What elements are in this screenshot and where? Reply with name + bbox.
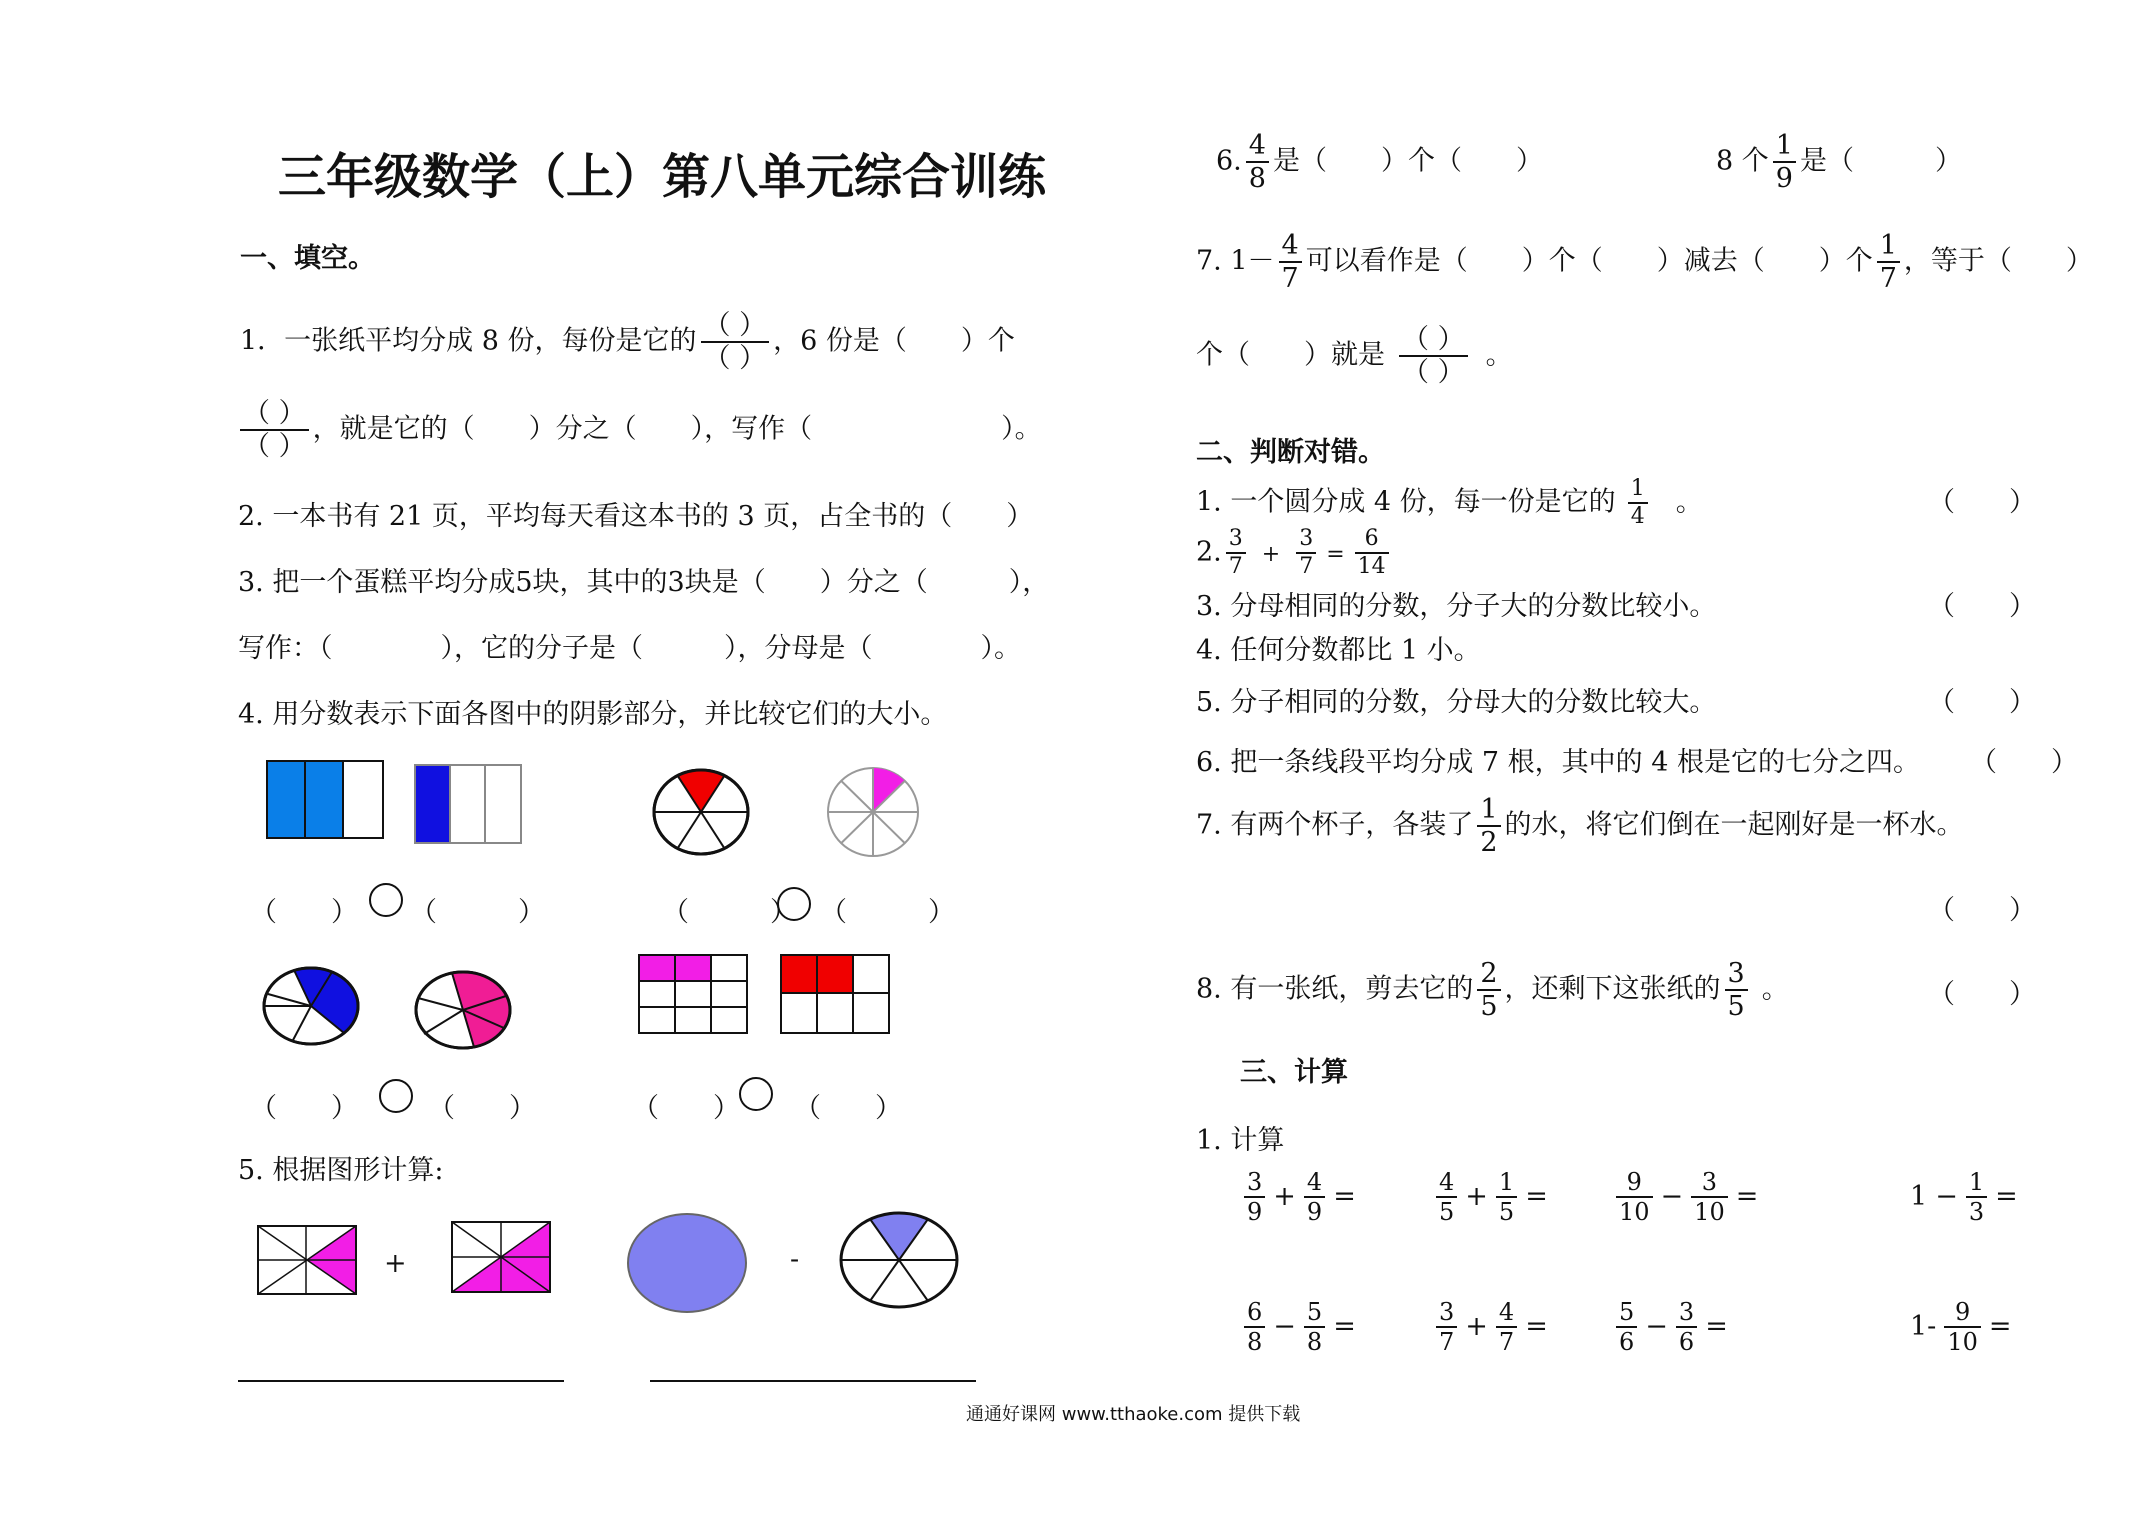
judge-text: 1. 一个圆分成 4 份，每一份是它的 — [1196, 486, 1616, 518]
blank-fraction — [240, 400, 309, 460]
numerator: 6 — [1244, 1300, 1265, 1328]
fraction — [1477, 960, 1500, 1020]
q7-prefix: 7. 1－ — [1196, 245, 1275, 277]
q1-text-c: ，就是它的（ ）分之（ ），写作（ ）。 — [312, 413, 1042, 445]
judge-period: 。 — [1675, 486, 1703, 518]
fraction — [1773, 132, 1796, 192]
blank-numerator: （ ） — [240, 400, 309, 431]
answer-line-2 — [650, 1380, 976, 1382]
fraction — [1436, 1170, 1457, 1224]
fraction — [1246, 132, 1269, 192]
equals-sign: = — [1525, 1180, 1548, 1212]
numerator: 9 — [1616, 1170, 1653, 1198]
judge-item-4: 4. 任何分数都比 1 小。 — [1196, 635, 1481, 666]
denominator: 6 — [1619, 1328, 1635, 1356]
numerator: 4 — [1304, 1170, 1325, 1198]
fig-grid-red — [780, 954, 892, 1036]
fig-rect-triangles-2 — [450, 1220, 554, 1296]
fig-oval-blue-three-eighths — [262, 966, 360, 1046]
judge-item-7 — [1196, 796, 1964, 856]
calc-problem — [1432, 1300, 1552, 1354]
q7-line2-text: 个（ ）就是 — [1196, 339, 1385, 371]
judge-mark-5: （ ） — [1928, 687, 2036, 718]
judge-mark-1: （ ） — [1928, 487, 2036, 518]
fraction — [1304, 1170, 1325, 1224]
equals-sign: = — [1333, 1180, 1356, 1212]
numerator: 2 — [1477, 960, 1500, 991]
q2-text: 2. 一本书有 21 页，平均每天看这本书的 3 页，占全书的（ ） — [238, 501, 1034, 532]
judge-text-after: 的水，将它们倒在一起刚好是一杯水。 — [1504, 809, 1964, 841]
denominator: 2 — [1480, 827, 1498, 858]
denominator: 8 — [1247, 1328, 1263, 1356]
q6-line-b — [1716, 132, 1962, 192]
fig-circle-red-sixth — [652, 768, 750, 856]
numerator: 3 — [1725, 960, 1748, 991]
judge-period: 。 — [1761, 973, 1789, 1005]
judge-mark-3: （ ） — [1928, 591, 2036, 622]
compare-circle — [378, 1078, 414, 1114]
q4-text: 4. 用分数表示下面各图中的阴影部分，并比较它们的大小。 — [238, 699, 948, 730]
judge-item-8 — [1196, 960, 1789, 1020]
denominator: 7 — [1498, 1328, 1515, 1356]
fraction: $\frac{3}{7}$ — [1296, 528, 1316, 578]
calc-lead: 1- — [1910, 1310, 1937, 1342]
plus-sign: + — [1261, 541, 1281, 567]
calc-operator: + — [1465, 1310, 1488, 1342]
calc-operator: − — [1645, 1310, 1668, 1342]
numerator: 5 — [1616, 1300, 1637, 1328]
numerator: 3 — [1691, 1170, 1728, 1198]
q7-period: 。 — [1485, 339, 1513, 371]
judge-mark-8: （ ） — [1928, 979, 2036, 1010]
compare-circle — [368, 882, 404, 918]
denominator: 4 — [1630, 504, 1645, 529]
blank-fraction — [701, 312, 770, 372]
judge-text: 2. — [1196, 536, 1222, 568]
numerator: 4 — [1436, 1170, 1457, 1198]
numerator: 1 — [1877, 232, 1900, 263]
denominator: 7 — [1879, 263, 1897, 294]
judge-item-2 — [1196, 528, 1393, 578]
q4-blank-6: （ ） — [428, 1093, 536, 1124]
equals-sign: = — [1735, 1180, 1759, 1212]
judge-mark-6: （ ） — [1970, 747, 2078, 778]
numerator: 4 — [1246, 132, 1269, 163]
denominator: 8 — [1306, 1328, 1323, 1356]
numerator: 9 — [1944, 1300, 1981, 1328]
fraction — [1966, 1170, 1987, 1224]
numerator: 5 — [1304, 1300, 1325, 1328]
blank-numerator: （ ） — [1399, 326, 1468, 357]
fraction — [1496, 1300, 1517, 1354]
q1-line2 — [236, 400, 1042, 460]
numerator: 1 — [1773, 132, 1796, 163]
denominator: 9 — [1306, 1198, 1323, 1226]
q6-text-a: 是（ ）个（ ） — [1272, 145, 1543, 177]
numerator: 4 — [1496, 1300, 1517, 1328]
judge-text: 7. 有两个杯子，各装了 — [1196, 809, 1474, 841]
numerator: 3 — [1676, 1300, 1697, 1328]
q3-text-a: 3. 把一个蛋糕平均分成5块，其中的3块是（ ）分之（ ）， — [238, 567, 1050, 598]
calc-problem — [1906, 1300, 2015, 1354]
q7-tail: ，等于（ ） — [1903, 245, 2093, 277]
q1-text-b: ，6 份是（ ）个 — [773, 325, 1015, 357]
equals-sign: = — [1995, 1180, 2018, 1212]
fraction — [1616, 1170, 1653, 1224]
judge-item-5: 5. 分子相同的分数，分母大的分数比较大。 — [1196, 687, 1717, 718]
q7-line2 — [1196, 326, 1513, 386]
plus-sign: + — [384, 1248, 407, 1279]
denominator: 6 — [1678, 1328, 1695, 1356]
q6-prefix: 6. — [1216, 145, 1242, 177]
compare-circle — [776, 886, 812, 922]
judge-item-3: 3. 分母相同的分数，分子大的分数比较小。 — [1196, 591, 1717, 622]
calc-problem — [1612, 1170, 1762, 1224]
fraction — [1676, 1300, 1697, 1354]
answer-line-1 — [238, 1380, 564, 1382]
fraction — [1616, 1300, 1637, 1354]
fig-circle-magenta-eighth — [826, 766, 920, 858]
footer: 通通好课网 www.tthaoke.com 提供下载 — [966, 1404, 1301, 1425]
equals-sign: = — [1326, 541, 1345, 567]
calc-sub: 1. 计算 — [1196, 1125, 1285, 1156]
fig-oval-pink-half — [414, 970, 512, 1050]
section1-heading: 一、填空。 — [240, 243, 375, 274]
calc-problem — [1612, 1300, 1732, 1354]
fraction — [1279, 232, 1302, 292]
q4-blank-3: （ ） — [662, 897, 797, 928]
fraction — [1244, 1300, 1265, 1354]
equals-sign: = — [1988, 1310, 2012, 1342]
fig-rect-one-third — [414, 764, 524, 846]
denominator: 3 — [1968, 1198, 1985, 1226]
equals-sign: = — [1333, 1310, 1356, 1342]
calc-problem — [1240, 1170, 1360, 1224]
fraction: $\frac{6}{14}$ — [1355, 528, 1389, 578]
calc-operator: − — [1935, 1180, 1958, 1212]
judge-mark-7: （ ） — [1928, 895, 2036, 926]
denominator: 5 — [1498, 1198, 1515, 1226]
compare-circle — [738, 1076, 774, 1112]
denominator: 5 — [1480, 991, 1498, 1022]
denominator: 10 — [1619, 1198, 1650, 1226]
fig-rect-two-thirds — [266, 760, 386, 840]
q4-blank-2: （ ） — [410, 897, 545, 928]
judge-text-mid: ，还剩下这张纸的 — [1504, 973, 1721, 1005]
numerator: 4 — [1279, 232, 1302, 263]
fig-circle-lavender-sixth — [838, 1210, 960, 1310]
blank-denominator: （ ） — [1402, 357, 1465, 388]
calc-problem — [1240, 1300, 1360, 1354]
fraction — [1436, 1300, 1457, 1354]
numerator: 1 — [1966, 1170, 1987, 1198]
q5-text: 5. 根据图形计算: — [238, 1155, 444, 1186]
denominator: 5 — [1439, 1198, 1455, 1226]
calc-problem — [1432, 1170, 1552, 1224]
q7-line1 — [1196, 232, 2093, 292]
judge-text: 8. 有一张纸，剪去它的 — [1196, 973, 1474, 1005]
blank-denominator: （ ） — [703, 343, 767, 374]
fraction — [1304, 1300, 1325, 1354]
q4-blank-1: （ ） — [250, 897, 358, 928]
numerator: 1 — [1477, 796, 1500, 827]
fig-oval-full — [626, 1212, 748, 1314]
q7-mid: 可以看作是（ ）个（ ）减去（ ）个 — [1305, 245, 1873, 277]
judge-item-1 — [1196, 478, 1703, 528]
calc-operator: − — [1660, 1180, 1684, 1212]
denominator: 5 — [1727, 991, 1745, 1022]
fraction — [1725, 960, 1748, 1020]
denominator: 10 — [1947, 1328, 1978, 1356]
section3-heading: 三、计算 — [1240, 1057, 1348, 1088]
numerator: 1 — [1628, 478, 1648, 504]
calc-lead: 1 — [1910, 1180, 1928, 1212]
q4-blank-8: （ ） — [794, 1093, 902, 1124]
judge-item-6: 6. 把一条线段平均分成 7 根，其中的 4 根是它的七分之四。 — [1196, 747, 1921, 778]
minus-sign: - — [790, 1244, 800, 1275]
fraction — [1628, 478, 1648, 528]
q4-blank-4: （ ） — [820, 897, 955, 928]
fraction — [1944, 1300, 1981, 1354]
q3-text-b: 写作：（ ），它的分子是（ ），分母是（ ）。 — [238, 633, 1021, 664]
fig-rect-triangles-1 — [256, 1224, 360, 1296]
equals-sign: = — [1705, 1310, 1728, 1342]
calc-problem — [1906, 1170, 2022, 1224]
fraction — [1877, 232, 1900, 292]
blank-fraction — [1399, 326, 1468, 386]
fraction — [1496, 1170, 1517, 1224]
numerator: 3 — [1244, 1170, 1265, 1198]
denominator: 8 — [1248, 163, 1266, 194]
q6-line — [1216, 132, 1543, 192]
denominator: 7 — [1439, 1328, 1455, 1356]
denominator: 10 — [1694, 1198, 1725, 1226]
q6-text-b: 是（ ） — [1799, 145, 1962, 177]
q4-blank-7: （ ） — [632, 1093, 740, 1124]
blank-numerator: （ ） — [701, 312, 770, 343]
numerator: 3 — [1436, 1300, 1457, 1328]
fraction — [1244, 1170, 1265, 1224]
denominator: 9 — [1775, 163, 1793, 194]
fraction — [1691, 1170, 1728, 1224]
equals-sign: = — [1525, 1310, 1548, 1342]
fraction — [1477, 796, 1500, 856]
calc-operator: − — [1273, 1310, 1296, 1342]
section2-heading: 二、判断对错。 — [1196, 437, 1385, 468]
calc-operator: + — [1465, 1180, 1488, 1212]
denominator: 7 — [1281, 263, 1299, 294]
blank-denominator: （ ） — [243, 431, 306, 462]
fig-grid-magenta — [638, 954, 750, 1036]
q6-b-prefix: 8 个 — [1716, 145, 1769, 177]
page-title: 三年级数学（上）第八单元综合训练 — [278, 149, 1047, 205]
q4-blank-5: （ ） — [250, 1093, 358, 1124]
q1-line1 — [240, 312, 1015, 372]
q1-text-a: 1．一张纸平均分成 8 份，每份是它的 — [240, 325, 697, 357]
denominator: 9 — [1247, 1198, 1263, 1226]
numerator: 1 — [1496, 1170, 1517, 1198]
calc-operator: + — [1273, 1180, 1296, 1212]
fraction: $\frac{3}{7}$ — [1226, 528, 1246, 578]
